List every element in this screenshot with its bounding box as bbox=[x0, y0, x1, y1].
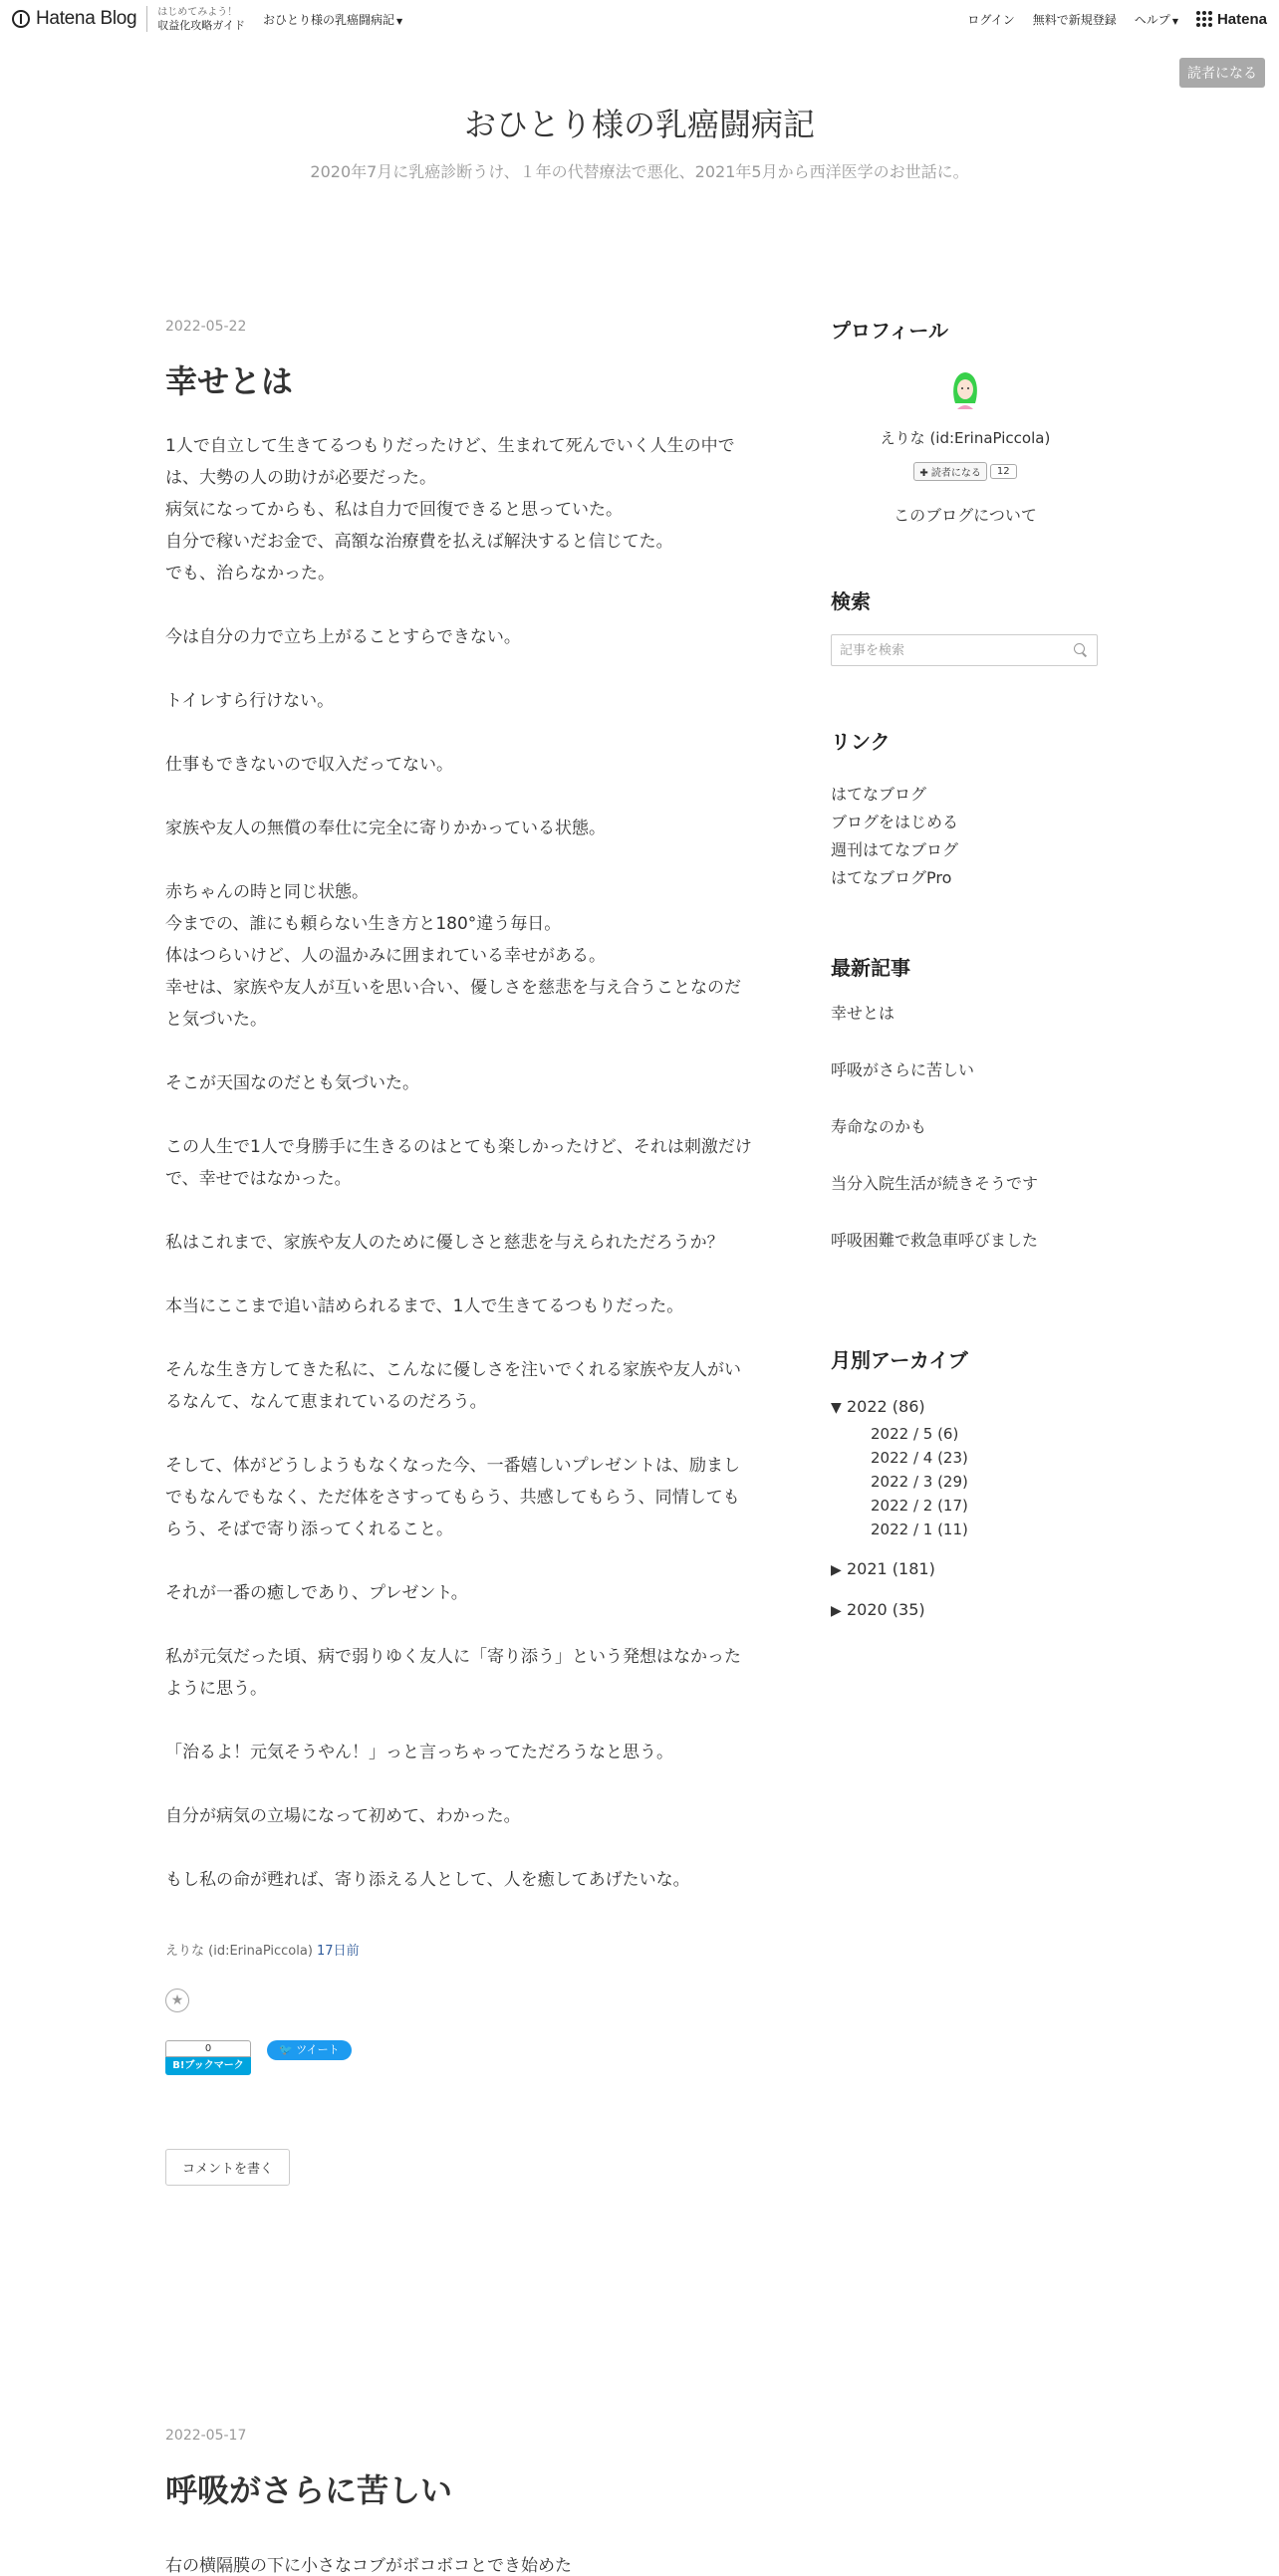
entry-paragraph: 本当にここまで追い詰められるまで、1人で生きてるつもりだった。 bbox=[165, 1296, 684, 1316]
archive-year-2020[interactable] bbox=[831, 1598, 1100, 1623]
recent-entries-module bbox=[831, 952, 1100, 1285]
archive-month-link[interactable]: 2022 / 2 (17) bbox=[871, 1497, 968, 1515]
recent-entry-link[interactable]: 呼吸がさらに苦しい bbox=[831, 1060, 975, 1079]
subscribe-button[interactable]: 読者になる bbox=[1179, 58, 1265, 88]
hatena-bookmark-button[interactable] bbox=[165, 2040, 251, 2075]
caret-down-icon: ▼ bbox=[395, 16, 403, 26]
archive-month-link[interactable]: 2022 / 5 (6) bbox=[871, 1425, 959, 1443]
hatena-dots-icon bbox=[1196, 11, 1212, 27]
entry-body-preview: 右の横隔膜の下に小さなコブがボコボコとでき始めた bbox=[165, 2556, 572, 2576]
module-title: プロフィール bbox=[831, 319, 948, 343]
entry-paragraph: 1人で自立して生きてるつもりだったけど、生まれて死んでいく人生の中では、大勢の人の助けが必要だった。 病気になってからも、私は自力で回復できると思っていた。 自分で稼いだお金で、高額な治療費を払えば解決すると信じてた。 でも、治らなかった。 bbox=[165, 436, 735, 584]
entry-paragraph: 家族や友人の無償の奉仕に完全に寄りかかっている状態。 bbox=[165, 819, 606, 838]
profile-module bbox=[831, 315, 1100, 526]
write-comment-button[interactable]: コメントを書く bbox=[165, 2149, 290, 2186]
tweet-button[interactable] bbox=[267, 2040, 352, 2060]
avatar[interactable] bbox=[939, 363, 991, 415]
blog-menu-label: おひとり様の乳癌闘病記 bbox=[262, 12, 394, 27]
bookmark-count: 0 bbox=[165, 2040, 251, 2057]
add-star-icon[interactable]: ★ bbox=[165, 1989, 189, 2012]
help-menu[interactable] bbox=[1135, 11, 1178, 28]
guide-line2: 収益化攻略ガイド bbox=[157, 19, 245, 32]
entry-author[interactable]: えりな (id:ErinaPiccola) bbox=[165, 1944, 313, 1959]
entry-paragraph: 私が元気だった頃、病で弱りゆく友人に「寄り添う」という発想はなかったように思う。 bbox=[165, 1647, 741, 1699]
global-header bbox=[0, 0, 1279, 38]
entry-paragraph: そして、体がどうしようもなくなった今、一番嬉しいプレゼントは、励ましでもなんでもなく、ただ体をさすってもらう、共感してもらう、同情してもらう、そばで寄り添ってくれること。 bbox=[165, 1456, 740, 1539]
help-label: ヘルプ bbox=[1134, 12, 1170, 27]
entry-paragraph: 私はこれまで、家族や友人のために優しさと慈悲を与えられただろうか？ bbox=[165, 1233, 724, 1253]
archive-month-link[interactable]: 2022 / 4 (23) bbox=[871, 1449, 968, 1467]
link-item[interactable]: はてなブログPro bbox=[831, 868, 952, 887]
link-item[interactable]: はてなブログ bbox=[831, 785, 927, 804]
blog-description: 2020年7月に乳癌診断うけ、１年の代替療法で悪化、2021年5月から西洋医学のお世話に。 bbox=[310, 162, 969, 181]
twitter-bird-icon: 🐦 bbox=[279, 2043, 293, 2056]
link-item[interactable]: ブログをはじめる bbox=[831, 813, 959, 831]
entry-paragraph: この人生で1人で身勝手に生きるのはとても楽しかったけど、それは刺激だけで、幸せではなかった。 bbox=[165, 1137, 752, 1189]
archive-year-2022[interactable] bbox=[831, 1395, 1100, 1541]
blog-title[interactable]: おひとり様の乳癌闘病記 bbox=[463, 106, 815, 143]
login-link[interactable]: ログイン bbox=[967, 12, 1015, 27]
caret-down-icon: ▼ bbox=[1171, 16, 1178, 26]
sidebar bbox=[831, 315, 1100, 1683]
entry-footer bbox=[165, 1940, 753, 1959]
search-input[interactable] bbox=[840, 643, 1073, 658]
entry-paragraph: 自分が病気の立場になって初めて、わかった。 bbox=[165, 1806, 521, 1826]
recent-entry-link[interactable]: 呼吸困難で救急車呼びました bbox=[831, 1231, 1039, 1250]
profile-name[interactable]: えりな (id:ErinaPiccola) bbox=[880, 429, 1051, 447]
archive-year-2021[interactable] bbox=[831, 1557, 1100, 1582]
hatena-blog-logo[interactable] bbox=[12, 8, 136, 30]
entry-paragraph: 赤ちゃんの時と同じ状態。 今までの、誰にも頼らない生き方と180°違う毎日。 体はつらいけど、人の温かみに囲まれている幸せがある。 幸せは、家族や友人が互いを思い合い、優しさを慈悲を与え合うことなのだと気づいた。 bbox=[165, 882, 741, 1030]
archive-year-label: 2020 (35) bbox=[847, 1600, 925, 1619]
entry-paragraph: そんな生き方してきた私に、こんなに優しさを注いでくれる家族や友人がいるなんて、なんて恵まれているのだろう。 bbox=[165, 1360, 741, 1412]
archive-month-link[interactable]: 2022 / 3 (29) bbox=[871, 1473, 968, 1491]
share-buttons bbox=[165, 2040, 753, 2075]
follow-button[interactable] bbox=[913, 462, 987, 481]
tweet-label: ツイート bbox=[296, 2043, 340, 2056]
archive-month-link[interactable]: 2022 / 1 (11) bbox=[871, 1521, 968, 1538]
triangle-down-icon[interactable]: ▼ bbox=[831, 1400, 842, 1416]
logo-text: Hatena Blog bbox=[36, 8, 137, 29]
archive-year-label: 2021 (181) bbox=[847, 1559, 935, 1578]
blog-menu[interactable] bbox=[263, 11, 402, 28]
recent-entry-link[interactable]: 寿命なのかも bbox=[831, 1117, 927, 1136]
module-title: 検索 bbox=[831, 589, 871, 613]
recent-entry-link[interactable]: 当分入院生活が続きそうです bbox=[831, 1174, 1039, 1193]
entry-paragraph: それが一番の癒しであり、プレゼント。 bbox=[165, 1583, 468, 1603]
entry-title[interactable]: 幸せとは bbox=[165, 362, 294, 400]
about-blog-link[interactable]: このブログについて bbox=[894, 506, 1037, 525]
entry-date[interactable]: 2022-05-17 bbox=[165, 2428, 247, 2444]
signup-link[interactable]: 無料で新規登録 bbox=[1032, 12, 1117, 27]
entry-paragraph: 仕事もできないので収入だってない。 bbox=[165, 755, 453, 775]
hatena-brand-link[interactable] bbox=[1196, 11, 1267, 28]
blog-header bbox=[0, 100, 1279, 182]
entry-body bbox=[165, 430, 753, 1896]
guide-line1: はじめてみよう！ bbox=[157, 7, 238, 18]
follow-label: 読者になる bbox=[930, 468, 981, 479]
links-module bbox=[831, 726, 1100, 892]
monetize-guide-link[interactable] bbox=[146, 6, 245, 32]
follower-count[interactable]: 12 bbox=[990, 464, 1017, 479]
entry-paragraph: 「治るよ！元気そうやん！」っと言っちゃってただろうなと思う。 bbox=[165, 1743, 673, 1762]
link-item[interactable]: 週刊はてなブログ bbox=[831, 840, 959, 859]
entry-title[interactable]: 呼吸がさらに苦しい bbox=[165, 2471, 453, 2509]
next-entry bbox=[165, 2428, 753, 2576]
hatena-blog-logo-icon bbox=[12, 10, 30, 28]
module-title: 月別アーカイブ bbox=[831, 1348, 968, 1372]
entry-date[interactable]: 2022-05-22 bbox=[165, 319, 247, 335]
module-title: 最新記事 bbox=[831, 956, 910, 980]
archive-module bbox=[831, 1344, 1100, 1623]
bookmark-label: B!ブックマーク bbox=[165, 2057, 251, 2075]
search-form bbox=[831, 634, 1098, 666]
triangle-right-icon[interactable]: ▶ bbox=[831, 1562, 842, 1578]
follow-widget bbox=[831, 462, 1100, 481]
recent-entry-link[interactable]: 幸せとは bbox=[831, 1004, 895, 1023]
archive-year-label: 2022 (86) bbox=[847, 1397, 925, 1416]
module-title: リンク bbox=[831, 730, 891, 754]
search-module bbox=[831, 585, 1100, 666]
search-icon[interactable] bbox=[1073, 642, 1089, 658]
plus-icon: ✚ bbox=[919, 468, 928, 479]
main-content bbox=[165, 319, 753, 2186]
entry-paragraph: そこが天国なのだとも気づいた。 bbox=[165, 1073, 419, 1093]
hatena-brand-label: Hatena bbox=[1216, 10, 1267, 28]
triangle-right-icon[interactable]: ▶ bbox=[831, 1603, 842, 1619]
entry-paragraph: トイレすら行けない。 bbox=[165, 691, 335, 711]
entry-time-link[interactable]: 17日前 bbox=[317, 1944, 360, 1959]
entry-paragraph: 今は自分の力で立ち上がることすらできない。 bbox=[165, 627, 521, 647]
entry-paragraph: もし私の命が甦れば、寄り添える人として、人を癒してあげたいな。 bbox=[165, 1870, 690, 1890]
